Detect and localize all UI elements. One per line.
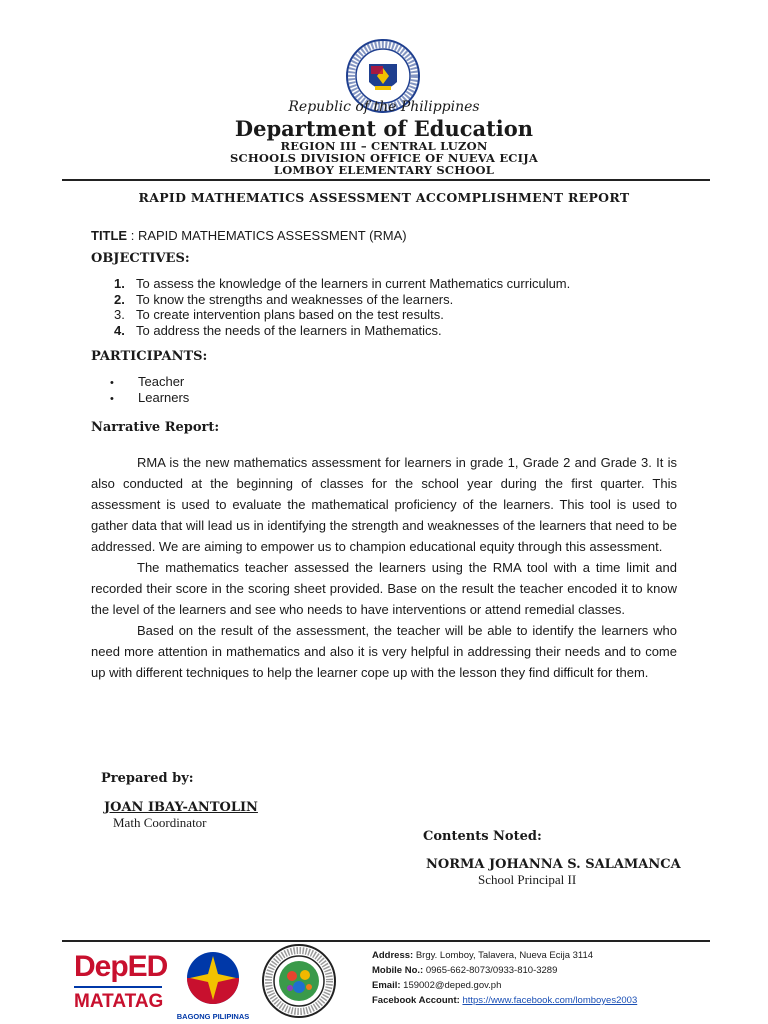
region-line: REGION III – CENTRAL LUZON [280,139,488,153]
bullet-icon: • [110,377,114,389]
address-line: Address: Brgy. Lomboy, Talavera, Nueva Ecija 3114 [372,950,594,961]
republic-line: Republic of the Philippines [288,99,480,115]
prepared-name: JOAN IBAY-ANTOLIN [104,800,258,815]
footer-divider [62,940,710,942]
narrative-paragraph: Based on the result of the assessment, the teacher will be able to identify the learners who need more attention in mathematics and also it is very helpful in addressing their needs and to come up with different techniques to help the learner cope up with the lesson they find difficult for them. [91,623,677,680]
email-line: Email: 159002@deped.gov.ph [372,980,502,991]
facebook-link[interactable]: https://www.facebook.com/lomboyes2003 [462,995,638,1006]
narrative-heading: Narrative Report: [91,420,220,435]
division-line: SCHOOLS DIVISION OFFICE OF NUEVA ECIJA [230,151,538,165]
bullet-icon: • [110,393,114,405]
header-divider [62,179,710,181]
title-value: : RAPID MATHEMATICS ASSESSMENT (RMA) [127,228,407,243]
narrative-paragraph: The mathematics teacher assessed the learners using the RMA tool with a time limit and recorded their score in the scoring sheet provided. Base on the result the teacher encoded it to know the level of the learners and see who needs to have interventions or attend remedial classes. [91,560,677,617]
title-row [91,228,407,243]
bagong-pilipinas-logo: BAGONG PILIPINAS [176,948,250,1020]
facebook-line: Facebook Account: https://www.facebook.com/lomboyes2003 [372,995,638,1006]
list-item: 1. To assess the knowledge of the learners in current Mathematics curriculum. [114,276,571,291]
participants-heading: PARTICIPANTS: [91,349,208,364]
noted-title: School Principal II [478,872,577,887]
noted-name: NORMA JOHANNA S. SALAMANCA [426,857,681,872]
report-title: RAPID MATHEMATICS ASSESSMENT ACCOMPLISHMENT REPORT [138,190,630,205]
list-item: 3. To create intervention plans based on the test results. [114,307,444,322]
list-item: • Teacher [110,374,185,389]
title-label: TITLE [91,228,128,243]
list-item: 2. To know the strengths and weaknesses of the learners. [114,291,454,307]
school-seal [261,943,337,1019]
school-line: LOMBOY ELEMENTARY SCHOOL [273,163,495,177]
prepared-title: Math Coordinator [113,815,207,830]
list-item: • Learners [110,390,190,405]
prepared-by-label: Prepared by: [101,771,194,786]
department-name: Department of Education [234,116,534,141]
deped-matatag-logo: DepED MATATAG [74,950,168,1012]
contact-info [372,948,712,1008]
objectives-heading: OBJECTIVES: [91,251,190,266]
objectives-list [114,276,714,338]
contents-noted-label: Contents Noted: [423,829,542,844]
narrative-paragraph: RMA is the new mathematics assessment for learners in grade 1, Grade 2 and Grade 3. It is also conducted at the beginning of classes for the school year during the first quarter. This assessment is used to evaluate the mathematical proficiency of the learners. This tool is used to gather data that will lead us in identifying the strength and weaknesses of the learners that need to be addressed. We are aiming to empower us to champion educational equity through this assessment. [91,455,677,554]
list-item: 4. To address the needs of the learners in Mathematics. [114,322,442,338]
philippine-sun-icon [176,948,250,1006]
mobile-line: Mobile No.: 0965-662-8073/0933-810-3289 [372,965,558,976]
participants-list [110,374,410,406]
narrative-body [91,452,677,683]
